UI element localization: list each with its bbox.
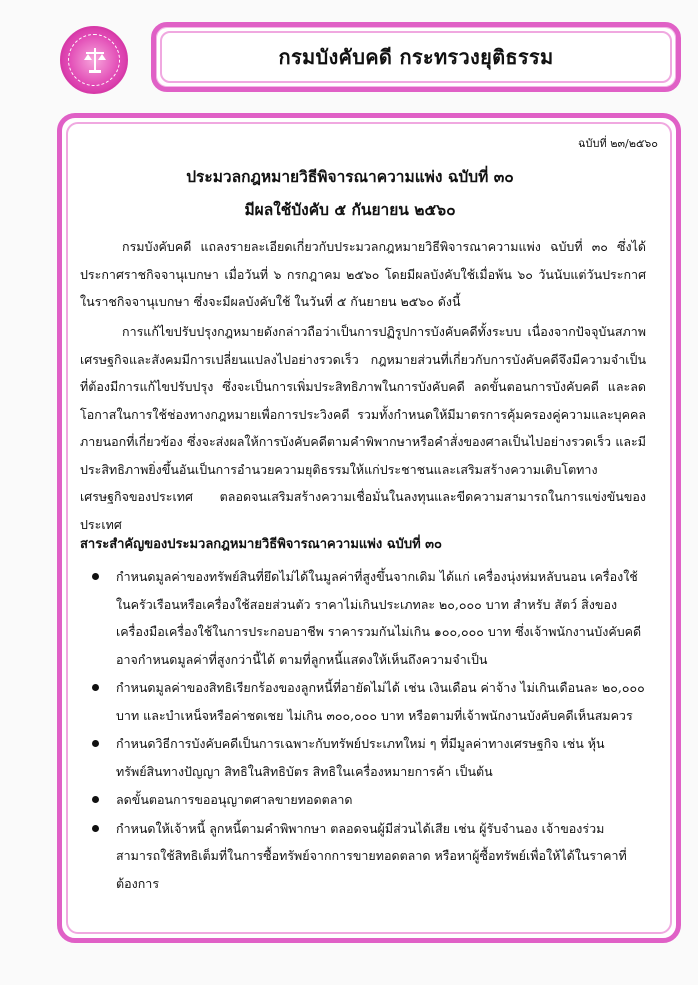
header-title: กรมบังคับคดี กระทรวงยุติธรรม [278,45,554,69]
header-inner-frame [160,31,672,83]
list-item-text: กำหนดมูลค่าของสิทธิเรียกร้องของลูกหนี้ที่อายัดไม่ได้ เช่น เงินเดือน ค่าจ้าง ไม่เกินเดือนละ ๒๐,๐๐๐ บาท และบำเหน็จหรือค่าชดเชย ไม่เกิน ๓๐๐,๐๐๐ บาท หรือตามที่เจ้าพนักงานบังคับคดีเห็นสมควร [116,680,645,723]
list-item [78,815,646,898]
header-banner [151,22,681,92]
list-item [78,563,646,673]
document-title-line-2: มีผลใช้บังคับ ๕ กันยายน ๒๕๖๐ [244,200,456,219]
list-item-text: ลดขั้นตอนการขออนุญาตศาลขายทอดตลาด [116,792,353,807]
department-seal-logo [60,26,128,94]
key-points-list [78,563,646,898]
list-item-text: กำหนดให้เจ้าหนี้ ลูกหนี้ตามคำพิพากษา ตลอดจนผู้มีส่วนได้เสีย เช่น ผู้รับจำนอง เจ้าของร่วม สามารถใช้สิทธิเต็มที่ในการซื้อทรัพย์จากการขายทอดตลาด หรือหาผู้ซื้อทรัพย์เพื่อให้ได้ในราคาที่ต้องการ [116,820,627,891]
list-item [78,786,646,814]
bullet-icon [92,740,99,747]
list-item-text: กำหนดมูลค่าของทรัพย์สินที่ยึดไม่ได้ในมูลค่าที่สูงขึ้นจากเดิม ได้แก่ เครื่องนุ่งห่มหลับนอน เครื่องใช้ในครัวเรือนหรือเครื่องใช้สอยส่วนตัว ราคาไม่เกินประเภทละ ๒๐,๐๐๐ บาท สำหรับ สัตว์ สิ่งของ เครื่องมือเครื่องใช้ในการประกอบอาชีพ ราคารวมกันไม่เกิน ๑๐๐,๐๐๐ บาท ซึ่งเจ้าพนักงานบังคับคดีอาจกำหนดมูลค่าที่สูงกว่านี้ได้ ตามที่ลูกหนี้แสดงให้เห็นถึงความจำเป็น [116,569,642,667]
list-item [78,674,646,729]
scales-emblem-icon [82,46,108,74]
document-number: ฉบับที่ ๒๓/๒๕๖๐ [578,137,658,150]
paragraph-announcement: กรมบังคับคดี แถลงรายละเอียดเกี่ยวกับประมวลกฎหมายวิธีพิจารณาความแพ่ง ฉบับที่ ๓๐ ซึ่งได้ประกาศราชกิจจานุเบกษา เมื่อวันที่ ๖ กรกฎาคม ๒๕๖๐ โดยมีผลบังคับใช้เมื่อพ้น ๖๐ วันนับแต่วันประกาศในราชกิจจานุเบกษา ซึ่งจะมีผลบังคับใช้ ในวันที่ ๕ กันยายน ๒๕๖๐ ดังนี้ [80,239,646,309]
list-item-text: กำหนดวิธีการบังคับคดีเป็นการเฉพาะกับทรัพย์ประเภทใหม่ ๆ ที่มีมูลค่าทางเศรษฐกิจ เช่น หุ้น ทรัพย์สินทางปัญญา สิทธิในสิทธิบัตร สิทธิในเครื่องหมายการค้า เป็นต้น [116,736,605,779]
bullet-icon [92,573,99,580]
list-item [78,730,646,785]
section-heading: สาระสำคัญของประมวลกฎหมายวิธีพิจารณาความแพ่ง ฉบับที่ ๓๐ [80,537,442,552]
paragraph-reform: การแก้ไขปรับปรุงกฎหมายดังกล่าวถือว่าเป็นการปฏิรูปการบังคับคดีทั้งระบบ เนื่องจากปัจจุบันสภาพเศรษฐกิจและสังคมมีการเปลี่ยนแปลงไปอย่างรวดเร็ว กฎหมายส่วนที่เกี่ยวกับการบังคับคดีจึงมีความจำเป็นที่ต้องมีการแก้ไขปรับปรุง ซึ่งจะเป็นการเพิ่มประสิทธิภาพในการบังคับคดี ลดขั้นตอนการบังคับคดี และลดโอกาสในการใช้ช่องทางกฎหมายเพื่อการประวิงคดี รวมทั้งกำหนดให้มีมาตรการคุ้มครองคู่ความและบุคคลภายนอกที่เกี่ยวข้อง ซึ่งจะส่งผลให้การบังคับคดีตามคำพิพากษาหรือคำสั่งของศาลเป็นไปอย่างรวดเร็ว และมีประสิทธิภาพยิ่งขึ้นอันเป็นการอำนวยความยุติธรรมให้แก่ประชาชนและเสริมสร้างความเติบโตทางเศรษฐกิจของประเทศ ตลอดจนเสริมสร้างความเชื่อมั่นในลงทุนและขีดความสามารถในการแข่งขันของประเทศ [80,324,646,532]
bullet-icon [92,796,99,803]
bullet-icon [92,684,99,691]
bullet-icon [92,825,99,832]
document-title-line-1: ประมวลกฎหมายวิธีพิจารณาความแพ่ง ฉบับที่ ๓๐ [186,167,514,186]
